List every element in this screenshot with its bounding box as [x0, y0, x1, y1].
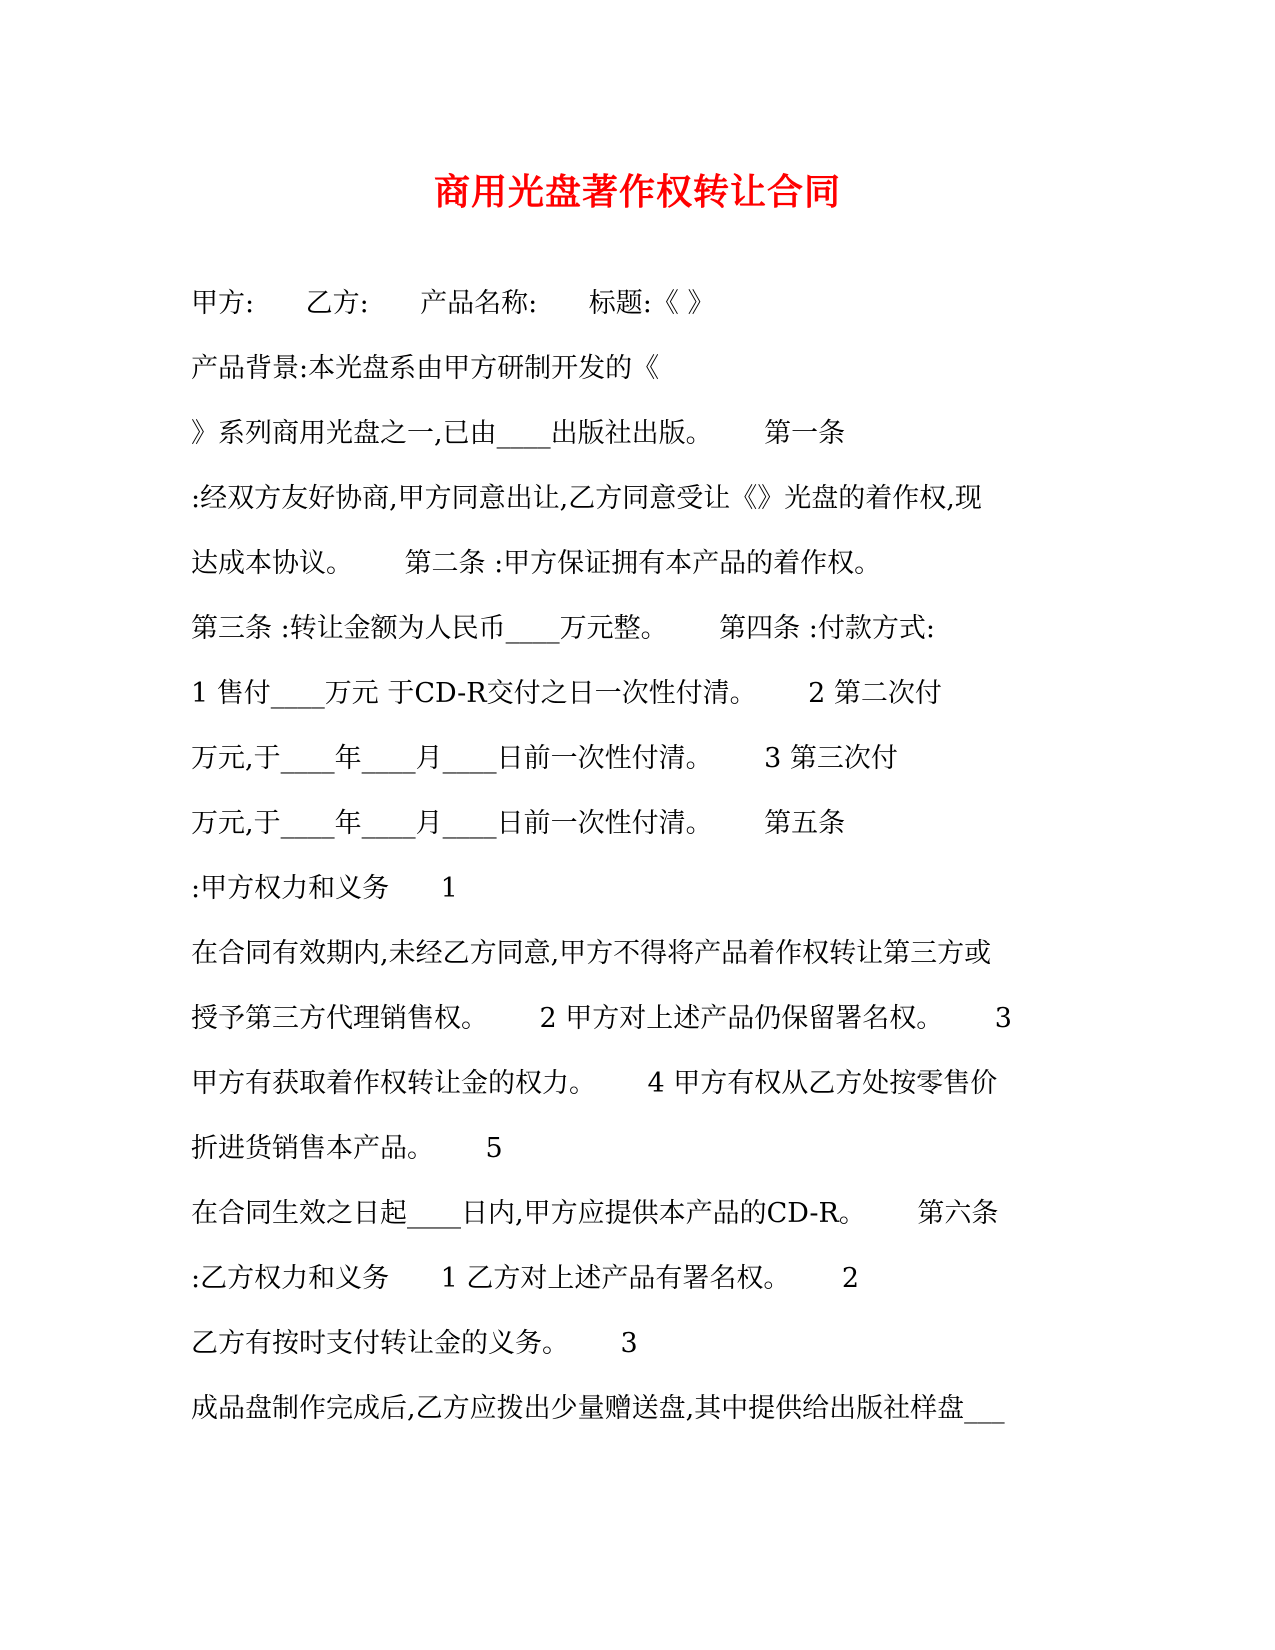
document-body [191, 284, 1091, 1454]
text-line: :甲方权力和义务 1 [191, 873, 458, 904]
text-line: 产品背景:本光盘系由甲方研制开发的《 [191, 353, 660, 384]
text-line: :乙方权力和义务 1 乙方对上述产品有署名权。 2 [191, 1263, 860, 1294]
text-line: 在合同有效期内,未经乙方同意,甲方不得将产品着作权转让第三方或 [191, 938, 992, 969]
text-line: 达成本协议。 第二条 :甲方保证拥有本产品的着作权。 [191, 548, 882, 579]
document-title: 商用光盘著作权转让合同 [433, 171, 841, 213]
text-line: 第三条 :转让金额为人民币____万元整。 第四条 :付款方式: [191, 613, 935, 644]
text-line: 甲方有获取着作权转让金的权力。 4 甲方有权从乙方处按零售价 [191, 1068, 998, 1099]
text-line: 乙方有按时支付转让金的义务。 3 [191, 1328, 638, 1359]
text-line: 成品盘制作完成后,乙方应拨出少量赠送盘,其中提供给出版社样盘___ [191, 1393, 1005, 1424]
text-line: 授予第三方代理销售权。 2 甲方对上述产品仍保留署名权。 3 [191, 1003, 1012, 1034]
text-line: 万元,于____年____月____日前一次性付清。 3 第三次付 [191, 743, 898, 774]
text-line: 》系列商用光盘之一,已由____出版社出版。 第一条 [191, 418, 846, 449]
text-line: 甲方: 乙方: 产品名称: 标题:《 》 [191, 288, 715, 319]
text-line: 在合同生效之日起____日内,甲方应提供本产品的CD-R。 第六条 [191, 1198, 999, 1229]
text-line: 万元,于____年____月____日前一次性付清。 第五条 [191, 808, 846, 839]
text-line: 1 售付____万元 于CD-R交付之日一次性付清。 2 第二次付 [191, 678, 942, 709]
text-line: :经双方友好协商,甲方同意出让,乙方同意受让《》光盘的着作权,现 [191, 483, 982, 514]
text-line: 折进货销售本产品。 5 [191, 1133, 503, 1164]
